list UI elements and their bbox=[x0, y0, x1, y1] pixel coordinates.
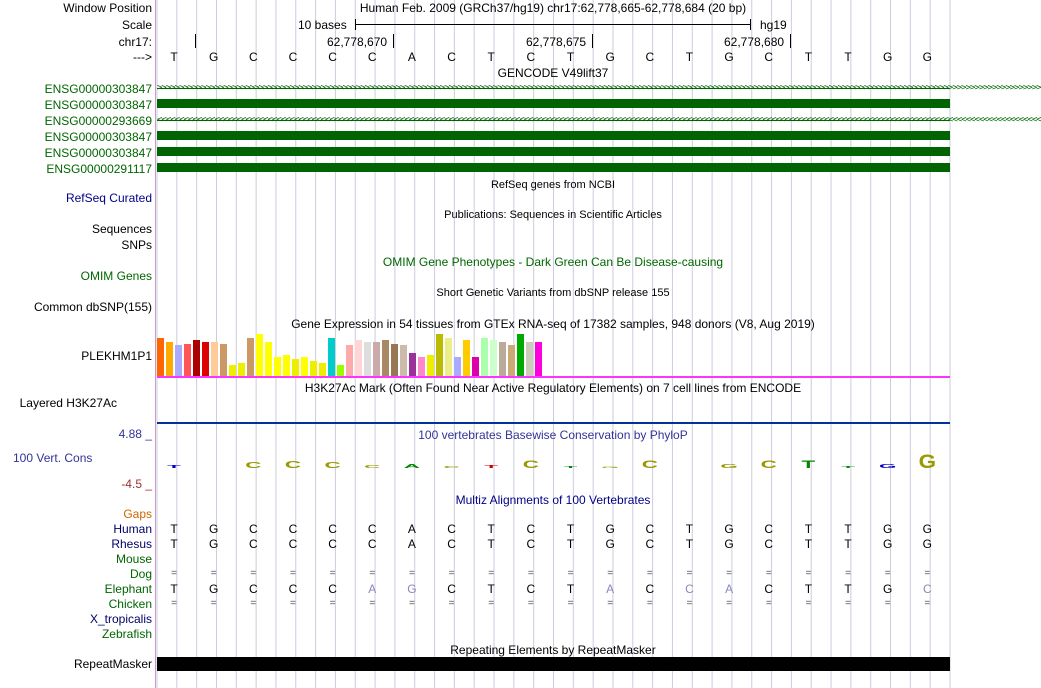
phylop-base-glyph: G bbox=[720, 463, 738, 470]
multiz-base: C bbox=[248, 537, 258, 551]
gtex-track-title[interactable]: Gene Expression in 54 tissues from GTEx RNA-seq of 17382 samples, 948 donors (V8, Aug 2019) bbox=[291, 317, 815, 331]
multiz-species-label[interactable]: Human bbox=[113, 522, 152, 536]
multiz-base: C bbox=[328, 582, 337, 596]
multiz-species-label[interactable]: Mouse bbox=[115, 552, 152, 566]
multiz-base: = bbox=[805, 598, 812, 609]
multiz-base: T bbox=[844, 582, 852, 596]
multiz-base: = bbox=[726, 598, 733, 609]
multiz-base: = bbox=[884, 568, 891, 579]
coord-label-3: 62,778,680 bbox=[724, 35, 785, 49]
gtex-tissue-bar[interactable] bbox=[364, 342, 371, 376]
multiz-base: = bbox=[408, 598, 415, 609]
multiz-base: = bbox=[845, 568, 851, 579]
multiz-base: G bbox=[724, 522, 734, 536]
dbsnp-track-title[interactable]: Short Genetic Variants from dbSNP release 155 bbox=[436, 287, 670, 299]
gtex-tissue-bar[interactable] bbox=[319, 363, 326, 376]
multiz-alignment-row bbox=[156, 567, 950, 581]
multiz-base: C bbox=[526, 522, 536, 536]
gtex-tissue-bar[interactable] bbox=[274, 357, 281, 376]
multiz-base: C bbox=[645, 537, 655, 551]
phylop-base-glyph: G bbox=[601, 466, 619, 469]
phylop-base-glyph: G bbox=[878, 463, 897, 470]
gencode-track-title[interactable]: GENCODE V49lift37 bbox=[497, 66, 609, 80]
phylop-base-glyph: A bbox=[403, 463, 420, 470]
gtex-tissue-bar[interactable] bbox=[508, 345, 515, 376]
scale-assembly: hg19 bbox=[760, 18, 787, 32]
multiz-base: A bbox=[407, 537, 416, 551]
multiz-base: G bbox=[605, 522, 615, 536]
gtex-tissue-bar[interactable] bbox=[211, 342, 218, 376]
reference-base: C bbox=[248, 50, 258, 64]
phylop-base-glyph: T bbox=[167, 464, 181, 470]
multiz-base: T bbox=[804, 522, 813, 536]
multiz-base: T bbox=[804, 537, 813, 551]
gtex-track-label[interactable]: PLEKHM1P1 bbox=[81, 349, 152, 363]
multiz-base: C bbox=[526, 537, 536, 551]
phylop-base-glyph: T bbox=[484, 464, 499, 470]
reference-base: C bbox=[764, 50, 774, 64]
multiz-species-label[interactable]: Zebrafish bbox=[101, 627, 152, 641]
gencode-gene-label[interactable]: ENSG00000303847 bbox=[44, 146, 152, 160]
gtex-tissue-bar[interactable] bbox=[499, 342, 506, 376]
phylop-logo[interactable] bbox=[156, 444, 950, 484]
multiz-species-label[interactable]: X_tropicalis bbox=[89, 612, 152, 626]
gtex-tissue-bar[interactable] bbox=[373, 342, 380, 376]
multiz-base: G bbox=[922, 537, 933, 551]
gencode-gene-bar[interactable] bbox=[157, 147, 950, 156]
gencode-gene-label[interactable]: ENSG00000291117 bbox=[46, 162, 152, 176]
gtex-tissue-bar[interactable] bbox=[472, 357, 479, 376]
reference-base: T bbox=[487, 50, 495, 64]
gtex-tissue-bar[interactable] bbox=[391, 344, 398, 376]
repeatmasker-track-title[interactable]: Repeating Elements by RepeatMasker bbox=[450, 643, 656, 657]
phylop-base-glyph: C bbox=[245, 460, 262, 470]
reference-base: C bbox=[526, 50, 536, 64]
gencode-intron-arrows[interactable]: >>>>>>>>>>>>>>>>>>>>>>>>>>>>>>>>>>>>>>>>>>>>>>>>>>>>>>>>>>>>>>>>>>>>>>>>>>>>>>>>>>>>>>>>>>>>>>>>>>>>>>>>>>>>>>>>>>>>>>>>>>>>>>>>>>>>>>>>>>>>>>>>>>>>>>>>>>>>>>>>>>>>>>>>>>>>>>>>>>>>>>>>>>>>>>>>>>>>>>>> bbox=[157, 83, 1041, 93]
multiz-base: C bbox=[764, 582, 774, 596]
multiz-alignment-row bbox=[156, 522, 950, 536]
reference-base: C bbox=[645, 50, 655, 64]
repeatmasker-track-label[interactable]: RepeatMasker bbox=[73, 657, 152, 671]
gtex-tissue-bar[interactable] bbox=[337, 365, 344, 376]
multiz-base: C bbox=[526, 582, 536, 596]
reference-base: C bbox=[328, 50, 337, 64]
multiz-base: C bbox=[645, 522, 655, 536]
multiz-base: = bbox=[845, 598, 851, 609]
multiz-base: = bbox=[210, 598, 217, 609]
multiz-base: C bbox=[923, 582, 932, 596]
multiz-base: = bbox=[369, 568, 376, 579]
scale-label: Scale bbox=[121, 18, 152, 32]
multiz-base: = bbox=[527, 598, 534, 609]
publications-label-sequences[interactable]: Sequences bbox=[91, 222, 152, 236]
reference-base: T bbox=[566, 50, 575, 64]
multiz-base: T bbox=[487, 582, 495, 596]
multiz-base: = bbox=[448, 568, 455, 579]
reference-base: C bbox=[288, 50, 298, 64]
coord-label-1: 62,778,670 bbox=[327, 35, 388, 49]
multiz-species-label[interactable]: Chicken bbox=[108, 597, 152, 611]
gtex-tissue-bar[interactable] bbox=[202, 342, 209, 376]
multiz-alignment-row bbox=[156, 537, 950, 551]
multiz-base: C bbox=[447, 522, 456, 536]
reference-base: T bbox=[170, 50, 178, 64]
gencode-gene-label[interactable]: ENSG00000293669 bbox=[44, 114, 152, 128]
omim-track-title[interactable]: OMIM Gene Phenotypes - Dark Green Can Be Disease-causing bbox=[382, 255, 724, 269]
phylop-base-glyph: G bbox=[918, 451, 937, 473]
omim-track-label[interactable]: OMIM Genes bbox=[80, 269, 152, 283]
multiz-base: C bbox=[367, 537, 377, 551]
phylop-base-glyph: C bbox=[641, 457, 658, 471]
phylop-base-glyph: C bbox=[443, 465, 460, 469]
gtex-tissue-bar[interactable] bbox=[157, 338, 164, 376]
multiz-base: = bbox=[567, 568, 574, 579]
label-divider bbox=[155, 0, 156, 688]
multiz-base: C bbox=[764, 537, 774, 551]
gtex-tissue-bar[interactable] bbox=[292, 359, 299, 376]
phylop-track-label[interactable]: 100 Vert. Cons bbox=[13, 451, 93, 465]
multiz-base: = bbox=[369, 598, 376, 609]
multiz-base: T bbox=[566, 522, 575, 536]
reference-base: A bbox=[407, 50, 416, 64]
h3k27ac-track-label[interactable]: Layered H3K27Ac bbox=[19, 396, 117, 410]
multiz-base: A bbox=[606, 582, 615, 596]
gencode-gene-bar[interactable] bbox=[157, 163, 950, 172]
gtex-tissue-bar[interactable] bbox=[418, 357, 425, 376]
multiz-base: = bbox=[765, 568, 772, 579]
gtex-tissue-bar[interactable] bbox=[193, 340, 200, 376]
multiz-base: T bbox=[804, 582, 813, 596]
multiz-base: G bbox=[724, 537, 734, 551]
gtex-tissue-bar[interactable] bbox=[445, 338, 452, 376]
multiz-base: = bbox=[686, 598, 693, 609]
multiz-base: G bbox=[208, 522, 219, 536]
multiz-base: = bbox=[250, 598, 257, 609]
multiz-alignment-row bbox=[156, 597, 950, 611]
multiz-base: T bbox=[685, 537, 694, 551]
multiz-species-label[interactable]: Dog bbox=[129, 567, 152, 581]
multiz-base: = bbox=[329, 568, 336, 579]
gtex-baseline bbox=[157, 376, 950, 378]
multiz-base: G bbox=[883, 522, 893, 536]
multiz-base: T bbox=[170, 537, 178, 551]
gtex-tissue-bar[interactable] bbox=[535, 342, 542, 376]
multiz-base: = bbox=[171, 598, 177, 609]
multiz-base: G bbox=[407, 582, 417, 596]
multiz-base: C bbox=[288, 582, 298, 596]
multiz-base: = bbox=[488, 568, 495, 579]
multiz-base: G bbox=[883, 582, 893, 596]
gtex-tissue-bar[interactable] bbox=[454, 357, 461, 376]
gencode-gene-bar[interactable] bbox=[157, 131, 950, 140]
multiz-base: C bbox=[447, 537, 456, 551]
reference-base: G bbox=[605, 50, 615, 64]
multiz-species-label[interactable]: Gaps bbox=[123, 507, 152, 521]
multiz-base: = bbox=[171, 568, 177, 579]
multiz-base: T bbox=[844, 522, 852, 536]
reference-base: C bbox=[447, 50, 456, 64]
gtex-tissue-bar[interactable] bbox=[229, 365, 236, 376]
multiz-track-title[interactable]: Multiz Alignments of 100 Vertebrates bbox=[455, 493, 651, 507]
gtex-tissue-bar[interactable] bbox=[247, 338, 254, 376]
coord-tick bbox=[195, 34, 196, 48]
gtex-tissue-bar[interactable] bbox=[400, 345, 407, 376]
multiz-base: C bbox=[328, 522, 337, 536]
gtex-tissue-bar[interactable] bbox=[301, 357, 308, 376]
multiz-base: C bbox=[328, 537, 337, 551]
strand-label: ---> bbox=[133, 50, 152, 64]
multiz-base: = bbox=[250, 568, 257, 579]
gtex-tissue-bar[interactable] bbox=[517, 334, 524, 376]
multiz-base: = bbox=[290, 568, 296, 579]
gtex-tissue-bar[interactable] bbox=[283, 355, 290, 376]
multiz-base: = bbox=[686, 568, 693, 579]
phylop-base-glyph: T bbox=[563, 465, 578, 469]
multiz-base: T bbox=[685, 522, 694, 536]
multiz-base: C bbox=[288, 522, 298, 536]
gtex-tissue-bar[interactable] bbox=[481, 338, 488, 376]
phylop-base-glyph: T bbox=[841, 465, 855, 469]
multiz-base: = bbox=[646, 598, 653, 609]
multiz-base: C bbox=[764, 522, 774, 536]
multiz-base: C bbox=[685, 582, 694, 596]
multiz-base: G bbox=[922, 522, 933, 536]
multiz-base: C bbox=[367, 522, 377, 536]
multiz-base: = bbox=[805, 568, 812, 579]
multiz-base: A bbox=[407, 522, 416, 536]
multiz-base: C bbox=[645, 582, 655, 596]
multiz-base: = bbox=[527, 568, 534, 579]
reference-base: G bbox=[922, 50, 933, 64]
refseq-track-label[interactable]: RefSeq Curated bbox=[65, 191, 152, 205]
multiz-base: T bbox=[844, 537, 852, 551]
multiz-base: T bbox=[170, 582, 178, 596]
gtex-tissue-bar[interactable] bbox=[310, 361, 317, 376]
multiz-base: = bbox=[607, 598, 614, 609]
gtex-tissue-bar[interactable] bbox=[427, 355, 434, 376]
gtex-tissue-bar[interactable] bbox=[166, 342, 173, 376]
gtex-tissue-bar[interactable] bbox=[184, 344, 191, 376]
coord-tick bbox=[592, 34, 593, 48]
multiz-base: = bbox=[646, 568, 653, 579]
multiz-base: G bbox=[208, 537, 219, 551]
multiz-base: C bbox=[248, 582, 258, 596]
multiz-base: T bbox=[487, 537, 495, 551]
window-position-label: Window Position bbox=[63, 1, 152, 15]
gencode-gene-label[interactable]: ENSG00000303847 bbox=[44, 82, 152, 96]
scale-bases-text: 10 bases bbox=[298, 18, 347, 32]
phylop-base-glyph: C bbox=[324, 460, 341, 470]
reference-sequence-row bbox=[156, 50, 950, 64]
gtex-tissue-bar[interactable] bbox=[409, 353, 416, 376]
multiz-base: A bbox=[368, 582, 377, 596]
gtex-tissue-bar[interactable] bbox=[346, 345, 353, 376]
coord-tick bbox=[393, 34, 394, 48]
refseq-track-title[interactable]: RefSeq genes from NCBI bbox=[490, 179, 616, 191]
multiz-base: = bbox=[210, 568, 217, 579]
multiz-alignment-row bbox=[156, 582, 950, 596]
gtex-tissue-bar[interactable] bbox=[463, 340, 470, 376]
repeatmasker-element[interactable] bbox=[157, 657, 950, 671]
multiz-base: G bbox=[883, 537, 893, 551]
phylop-base-glyph: C bbox=[760, 457, 777, 471]
gtex-tissue-bar[interactable] bbox=[220, 344, 227, 376]
phylop-base-glyph: C bbox=[522, 457, 539, 471]
publications-track-title[interactable]: Publications: Sequences in Scientific Articles bbox=[444, 209, 662, 221]
multiz-base: = bbox=[726, 568, 733, 579]
gtex-tissue-bar[interactable] bbox=[490, 340, 497, 376]
multiz-base: = bbox=[884, 598, 891, 609]
multiz-base: = bbox=[765, 598, 772, 609]
multiz-base: C bbox=[288, 537, 298, 551]
multiz-base: T bbox=[487, 522, 495, 536]
reference-base: T bbox=[685, 50, 694, 64]
coord-tick bbox=[790, 34, 791, 48]
gtex-bar-chart[interactable] bbox=[157, 332, 537, 376]
gtex-tissue-bar[interactable] bbox=[265, 342, 272, 376]
multiz-base: C bbox=[248, 522, 258, 536]
reference-base: G bbox=[724, 50, 734, 64]
multiz-base: = bbox=[448, 598, 455, 609]
gtex-tissue-bar[interactable] bbox=[436, 334, 443, 376]
multiz-base: T bbox=[566, 537, 575, 551]
gencode-gene-label[interactable]: ENSG00000303847 bbox=[44, 130, 152, 144]
multiz-base: = bbox=[567, 598, 574, 609]
phylop-base-glyph: C bbox=[364, 464, 381, 470]
gencode-gene-bar[interactable] bbox=[157, 99, 950, 108]
phylop-track-title[interactable]: 100 vertebrates Basewise Conservation by PhyloP bbox=[418, 428, 688, 442]
phylop-base-glyph: T bbox=[801, 457, 816, 471]
multiz-base: G bbox=[605, 537, 615, 551]
reference-base: T bbox=[844, 50, 852, 64]
multiz-base: C bbox=[447, 582, 456, 596]
gtex-tissue-bar[interactable] bbox=[238, 363, 245, 376]
publications-label-snps[interactable]: SNPs bbox=[121, 238, 152, 252]
reference-base: C bbox=[367, 50, 377, 64]
scale-bar bbox=[355, 19, 751, 30]
coord-label-2: 62,778,675 bbox=[526, 35, 587, 49]
gtex-tissue-bar[interactable] bbox=[382, 340, 389, 376]
phylop-min-label: -4.5 _ bbox=[121, 477, 152, 491]
reference-base: G bbox=[883, 50, 893, 64]
multiz-base: = bbox=[408, 568, 415, 579]
reference-base: T bbox=[804, 50, 813, 64]
dbsnp-track-label[interactable]: Common dbSNP(155) bbox=[33, 300, 152, 314]
h3k27ac-signal-line bbox=[157, 422, 950, 424]
multiz-species-label[interactable]: Rhesus bbox=[111, 537, 152, 551]
gtex-tissue-bar[interactable] bbox=[256, 334, 263, 376]
multiz-base: A bbox=[725, 582, 734, 596]
gtex-tissue-bar[interactable] bbox=[175, 345, 182, 376]
window-position-value: Human Feb. 2009 (GRCh37/hg19) chr17:62,778,665-62,778,684 (20 bp) bbox=[359, 1, 747, 15]
gencode-gene-label[interactable]: ENSG00000303847 bbox=[44, 98, 152, 112]
phylop-max-label: 4.88 _ bbox=[118, 427, 152, 441]
reference-base: G bbox=[208, 50, 219, 64]
phylop-base-glyph: C bbox=[284, 458, 302, 471]
multiz-base: = bbox=[924, 568, 931, 579]
gencode-intron-arrows[interactable]: <<<<<<<<<<<<<<<<<<<<<<<<<<<<<<<<<<<<<<<<<<<<<<<<<<<<<<<<<<<<<<<<<<<<<<<<<<<<<<<<<<<<<<<<<<<<<<<<<<<<<<<<<<<<<<<<<<<<<<<<<<<<<<<<<<<<<<<<<<<<<<<<<<<<<<<<<<<<<<<<<<<<<<<<<<<<<<<<<<<<<<<<<<<<<<<<<<<<<<<< bbox=[157, 115, 1041, 125]
gtex-tissue-bar[interactable] bbox=[328, 338, 335, 376]
multiz-base: = bbox=[607, 568, 614, 579]
h3k27ac-track-title[interactable]: H3K27Ac Mark (Often Found Near Active Regulatory Elements) on 7 cell lines from ENCODE bbox=[304, 381, 802, 395]
chrom-label: chr17: bbox=[118, 35, 152, 49]
multiz-species-label[interactable]: Elephant bbox=[104, 582, 152, 596]
multiz-base: = bbox=[290, 598, 296, 609]
multiz-base: T bbox=[170, 522, 178, 536]
gtex-tissue-bar[interactable] bbox=[526, 342, 533, 376]
multiz-base: T bbox=[566, 582, 575, 596]
gtex-tissue-bar[interactable] bbox=[355, 340, 362, 376]
multiz-base: G bbox=[208, 582, 219, 596]
multiz-base: = bbox=[329, 598, 336, 609]
multiz-base: = bbox=[488, 598, 495, 609]
multiz-base: = bbox=[924, 598, 931, 609]
